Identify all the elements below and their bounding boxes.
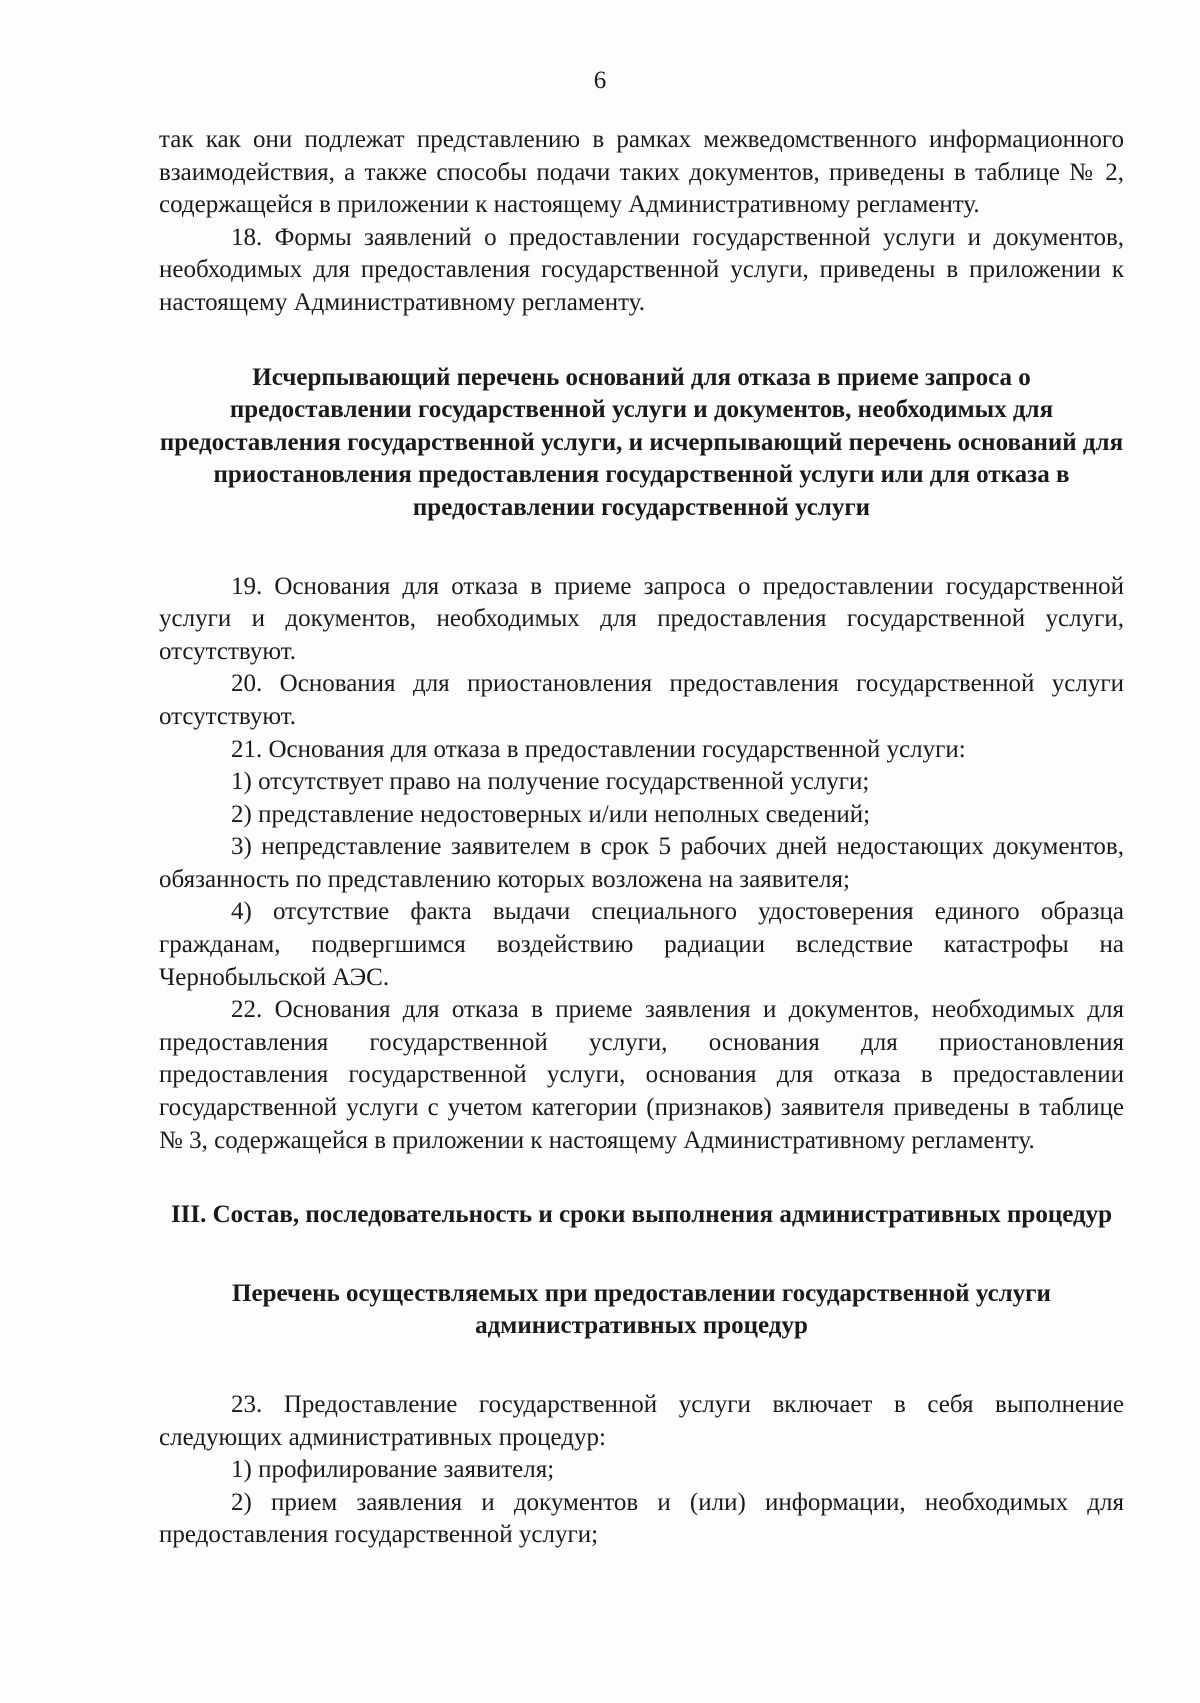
paragraph-22: 22. Основания для отказа в приеме заявления и документов, необходимых для предоставления государственной услуги, основания для приостановления предоставления государственной услуги, основания для отказа в предоставлении государственной услуги с учетом категории (признаков) заявителя приведены в таблице № 3, содержащейся в приложении к настоящему Административному регламенту. [159, 996, 1124, 1154]
paragraph-21-item-2: 2) представление недостоверных и/или неполных сведений; [231, 800, 871, 828]
paragraph-19: 19. Основания для отказа в приеме запроса о предоставлении государственной услуги и документов, необходимых для предоставления государственной услуги, отсутствуют. [159, 572, 1124, 665]
paragraph-21-item-3: 3) непредставление заявителем в срок 5 рабочих дней недостающих документов, обязанность по представлению которых возложена на заявителя; [159, 833, 1124, 893]
paragraph-continuation: так как они подлежат представлению в рамках межведомственного информационного взаимодействия, а также способы подачи таких документов, приведены в таблице № 2, содержащейся в приложении к настоящему Административному регламенту. [159, 126, 1124, 219]
heading-procedures-list: Перечень осуществляемых при предоставлении государственной услуги административных процедур [232, 1279, 1051, 1340]
heading-refusal-grounds: Исчерпывающий перечень оснований для отказа в приеме запроса о предоставлении государственной услуги и документов, необходимых для предоставления государственной услуги, и исчерпывающий перечень оснований для приостановления предоставления государственной услуги или для отказа в предоставлении государственной услуги [159, 363, 1124, 521]
paragraph-21-item-4: 4) отсутствие факта выдачи специального удостоверения единого образца гражданам, подвергшимся воздействию радиации вследствие катастрофы на Чернобыльской АЭС. [159, 898, 1124, 991]
document-body [159, 124, 1124, 1552]
heading-section-iii: III. Состав, последовательность и сроки выполнения административных процедур [170, 1201, 1113, 1229]
paragraph-23-item-1: 1) профилирование заявителя; [231, 1456, 555, 1484]
paragraph-21: 21. Основания для отказа в предоставлении государственной услуги: [231, 735, 966, 763]
paragraph-20: 20. Основания для приостановления предоставления государственной услуги отсутствуют. [159, 670, 1124, 730]
paragraph-23-item-2: 2) прием заявления и документов и (или) информации, необходимых для предоставления государственной услуги; [159, 1488, 1124, 1549]
paragraph-21-item-1: 1) отсутствует право на получение государственной услуги; [231, 768, 870, 796]
paragraph-18: 18. Формы заявлений о предоставлении государственной услуги и документов, необходимых для предоставления государственной услуги, приведены в приложении к настоящему Административному регламенту. [159, 223, 1124, 316]
paragraph-23: 23. Предоставление государственной услуги включает в себя выполнение следующих административных процедур: [159, 1391, 1124, 1451]
page-number: 6 [593, 67, 607, 94]
